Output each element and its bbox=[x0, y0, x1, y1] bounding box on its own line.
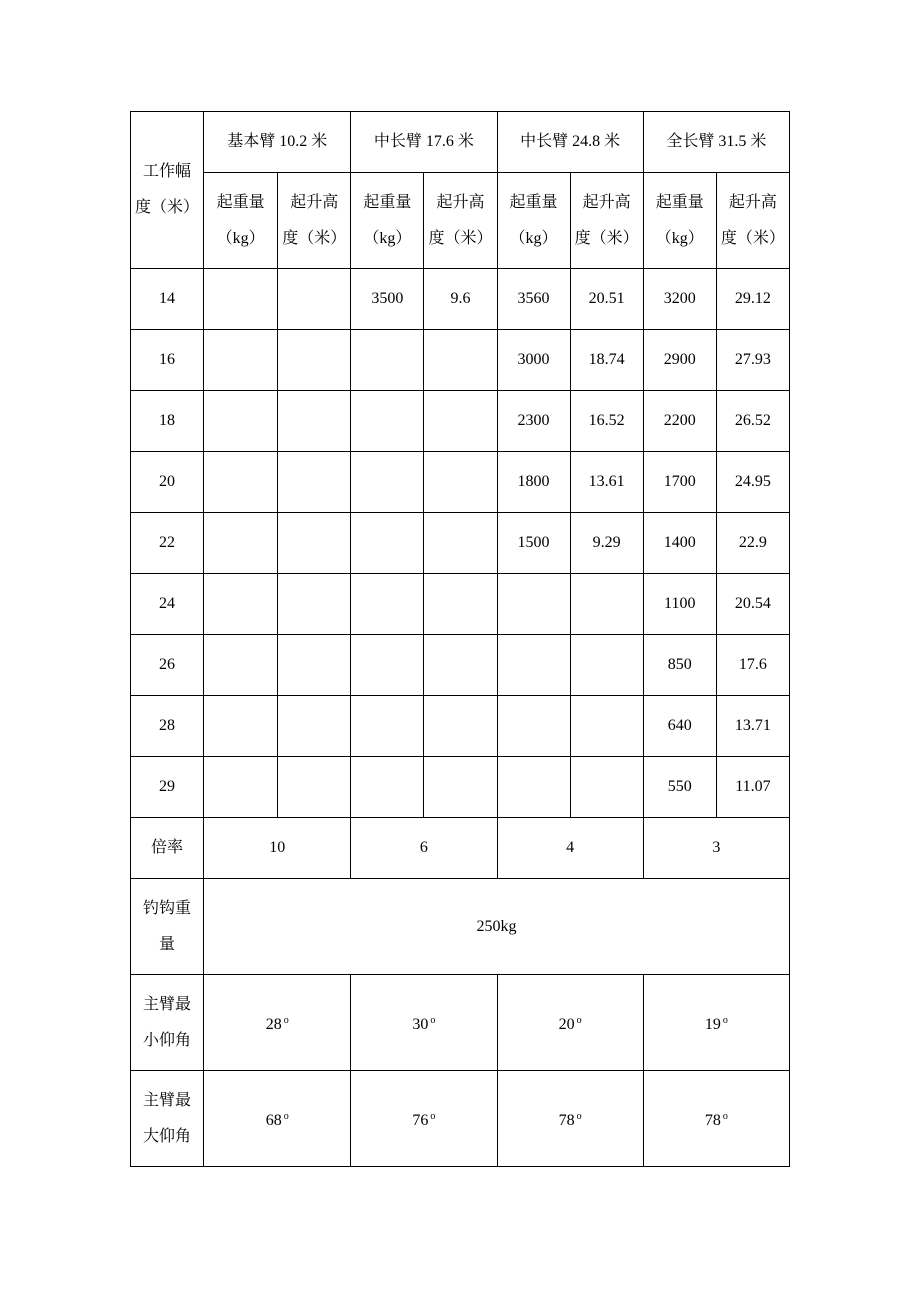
sub-header-height-line2: 度（米） bbox=[720, 229, 785, 247]
corner-line1: 工作幅 bbox=[143, 163, 192, 180]
height-cell: 27.93 bbox=[716, 330, 789, 391]
min-angle-num-1: 30 bbox=[412, 1015, 429, 1033]
height-cell bbox=[424, 635, 497, 696]
load-cell: 640 bbox=[643, 696, 716, 757]
sub-header-load-line1: 起重量 bbox=[655, 193, 704, 211]
table-row bbox=[131, 330, 790, 391]
load-cell bbox=[497, 574, 570, 635]
group-header-0: 基本臂 10.2 米 bbox=[204, 112, 351, 173]
max-angle-num-2: 78 bbox=[558, 1111, 575, 1129]
table-row bbox=[131, 513, 790, 574]
height-cell bbox=[570, 696, 643, 757]
height-cell bbox=[570, 574, 643, 635]
degree-mark: o bbox=[576, 1014, 582, 1026]
height-cell bbox=[424, 391, 497, 452]
min-angle-line1: 主臂最 bbox=[143, 995, 192, 1013]
sub-header-height-3 bbox=[716, 173, 789, 269]
load-cell: 1800 bbox=[497, 452, 570, 513]
degree-mark: o bbox=[430, 1110, 436, 1122]
hook-weight-label bbox=[131, 879, 204, 975]
load-cell bbox=[351, 757, 424, 818]
height-cell bbox=[278, 635, 351, 696]
height-cell bbox=[424, 574, 497, 635]
sub-header-load-line1: 起重量 bbox=[509, 193, 558, 211]
sub-header-load-line2: （kg） bbox=[363, 229, 412, 247]
height-cell: 20.51 bbox=[570, 269, 643, 330]
corner-line2: 度（米） bbox=[135, 199, 200, 216]
load-cell bbox=[204, 269, 278, 330]
sub-header-load-line1: 起重量 bbox=[363, 193, 412, 211]
max-angle-value-0 bbox=[204, 1071, 351, 1167]
load-cell bbox=[351, 452, 424, 513]
table-row bbox=[131, 757, 790, 818]
min-angle-value-1 bbox=[351, 975, 497, 1071]
height-cell bbox=[424, 513, 497, 574]
min-angle-num-0: 28 bbox=[265, 1015, 282, 1033]
sub-header-load-2 bbox=[497, 173, 570, 269]
load-cell: 2300 bbox=[497, 391, 570, 452]
height-cell: 18.74 bbox=[570, 330, 643, 391]
height-cell bbox=[570, 635, 643, 696]
hook-weight-value: 250kg bbox=[204, 879, 790, 975]
height-cell bbox=[278, 452, 351, 513]
max-angle-num-1: 76 bbox=[412, 1111, 429, 1129]
sub-header-height-line1: 起升高 bbox=[290, 193, 339, 211]
load-cell bbox=[204, 330, 278, 391]
height-cell: 13.61 bbox=[570, 452, 643, 513]
min-angle-row bbox=[131, 975, 790, 1071]
min-angle-num-2: 20 bbox=[558, 1015, 575, 1033]
height-cell: 9.6 bbox=[424, 269, 497, 330]
max-angle-label bbox=[131, 1071, 204, 1167]
height-cell bbox=[424, 757, 497, 818]
radius-cell: 18 bbox=[131, 391, 204, 452]
ratio-value-3: 3 bbox=[643, 818, 789, 879]
table-row bbox=[131, 269, 790, 330]
height-cell bbox=[278, 757, 351, 818]
load-cell bbox=[351, 330, 424, 391]
load-cell bbox=[204, 452, 278, 513]
table-row bbox=[131, 391, 790, 452]
height-cell bbox=[278, 269, 351, 330]
load-cell bbox=[204, 391, 278, 452]
hook-label-line2: 量 bbox=[159, 935, 176, 953]
height-cell bbox=[278, 330, 351, 391]
load-cell bbox=[204, 574, 278, 635]
radius-cell: 26 bbox=[131, 635, 204, 696]
sub-header-height-line1: 起升高 bbox=[582, 193, 631, 211]
height-cell bbox=[424, 452, 497, 513]
degree-mark: o bbox=[722, 1014, 728, 1026]
height-cell: 26.52 bbox=[716, 391, 789, 452]
load-cell: 1100 bbox=[643, 574, 716, 635]
load-cell bbox=[497, 635, 570, 696]
load-cell: 3000 bbox=[497, 330, 570, 391]
max-angle-row bbox=[131, 1071, 790, 1167]
crane-load-table bbox=[130, 111, 790, 1167]
max-angle-value-2 bbox=[497, 1071, 643, 1167]
load-cell bbox=[497, 757, 570, 818]
height-cell: 13.71 bbox=[716, 696, 789, 757]
sub-header-height-line2: 度（米） bbox=[282, 229, 347, 247]
max-angle-value-1 bbox=[351, 1071, 497, 1167]
table-row bbox=[131, 635, 790, 696]
load-cell: 1500 bbox=[497, 513, 570, 574]
height-cell: 20.54 bbox=[716, 574, 789, 635]
hook-label-line1: 钓钩重 bbox=[143, 899, 192, 917]
group-header-2: 中长臂 24.8 米 bbox=[497, 112, 643, 173]
hook-weight-row bbox=[131, 879, 790, 975]
min-angle-value-0 bbox=[204, 975, 351, 1071]
degree-mark: o bbox=[283, 1014, 289, 1026]
sub-header-load-3 bbox=[643, 173, 716, 269]
min-angle-value-3 bbox=[643, 975, 789, 1071]
height-cell: 29.12 bbox=[716, 269, 789, 330]
table-row bbox=[131, 696, 790, 757]
height-cell bbox=[570, 757, 643, 818]
load-cell bbox=[204, 696, 278, 757]
group-header-3: 全长臂 31.5 米 bbox=[643, 112, 789, 173]
sub-header-height-line2: 度（米） bbox=[428, 229, 493, 247]
load-cell bbox=[351, 635, 424, 696]
sub-header-load-line2: （kg） bbox=[216, 229, 265, 247]
height-cell: 22.9 bbox=[716, 513, 789, 574]
ratio-row bbox=[131, 818, 790, 879]
group-header-1: 中长臂 17.6 米 bbox=[351, 112, 497, 173]
load-cell: 3200 bbox=[643, 269, 716, 330]
table-body bbox=[131, 269, 790, 818]
sub-header-load-0 bbox=[204, 173, 278, 269]
height-cell bbox=[278, 513, 351, 574]
ratio-label: 倍率 bbox=[131, 818, 204, 879]
height-cell bbox=[424, 696, 497, 757]
height-cell bbox=[278, 574, 351, 635]
height-cell: 16.52 bbox=[570, 391, 643, 452]
load-cell: 2200 bbox=[643, 391, 716, 452]
height-cell: 17.6 bbox=[716, 635, 789, 696]
height-cell bbox=[424, 330, 497, 391]
height-cell bbox=[278, 391, 351, 452]
sub-header-load-line1: 起重量 bbox=[216, 193, 265, 211]
ratio-value-2: 4 bbox=[497, 818, 643, 879]
load-cell bbox=[497, 696, 570, 757]
table-row bbox=[131, 574, 790, 635]
load-cell: 3500 bbox=[351, 269, 424, 330]
load-cell: 2900 bbox=[643, 330, 716, 391]
sub-header-height-0 bbox=[278, 173, 351, 269]
radius-cell: 28 bbox=[131, 696, 204, 757]
corner-header bbox=[131, 112, 204, 269]
radius-cell: 22 bbox=[131, 513, 204, 574]
degree-mark: o bbox=[283, 1110, 289, 1122]
load-cell: 850 bbox=[643, 635, 716, 696]
load-cell bbox=[204, 513, 278, 574]
sub-header-load-line2: （kg） bbox=[655, 229, 704, 247]
max-angle-line2: 大仰角 bbox=[143, 1127, 192, 1145]
header-sub-row bbox=[131, 173, 790, 269]
table-row bbox=[131, 452, 790, 513]
radius-cell: 16 bbox=[131, 330, 204, 391]
load-cell: 1400 bbox=[643, 513, 716, 574]
load-cell bbox=[351, 513, 424, 574]
radius-cell: 29 bbox=[131, 757, 204, 818]
degree-mark: o bbox=[430, 1014, 436, 1026]
sub-header-height-line1: 起升高 bbox=[728, 193, 777, 211]
height-cell: 24.95 bbox=[716, 452, 789, 513]
max-angle-line1: 主臂最 bbox=[143, 1091, 192, 1109]
sub-header-load-1 bbox=[351, 173, 424, 269]
load-cell bbox=[351, 574, 424, 635]
load-cell bbox=[204, 635, 278, 696]
sub-header-height-line1: 起升高 bbox=[436, 193, 485, 211]
sub-header-height-1 bbox=[424, 173, 497, 269]
header-group-row bbox=[131, 112, 790, 173]
sub-header-load-line2: （kg） bbox=[509, 229, 558, 247]
ratio-value-1: 6 bbox=[351, 818, 497, 879]
ratio-value-0: 10 bbox=[204, 818, 351, 879]
height-cell: 9.29 bbox=[570, 513, 643, 574]
degree-mark: o bbox=[722, 1110, 728, 1122]
max-angle-num-3: 78 bbox=[704, 1111, 721, 1129]
min-angle-line2: 小仰角 bbox=[143, 1031, 192, 1049]
max-angle-num-0: 68 bbox=[265, 1111, 282, 1129]
height-cell: 11.07 bbox=[716, 757, 789, 818]
radius-cell: 24 bbox=[131, 574, 204, 635]
load-cell bbox=[351, 696, 424, 757]
load-cell: 550 bbox=[643, 757, 716, 818]
sub-header-height-2 bbox=[570, 173, 643, 269]
radius-cell: 14 bbox=[131, 269, 204, 330]
min-angle-label bbox=[131, 975, 204, 1071]
radius-cell: 20 bbox=[131, 452, 204, 513]
load-cell bbox=[351, 391, 424, 452]
load-cell bbox=[204, 757, 278, 818]
min-angle-value-2 bbox=[497, 975, 643, 1071]
max-angle-value-3 bbox=[643, 1071, 789, 1167]
height-cell bbox=[278, 696, 351, 757]
sub-header-height-line2: 度（米） bbox=[574, 229, 639, 247]
min-angle-num-3: 19 bbox=[704, 1015, 721, 1033]
degree-mark: o bbox=[576, 1110, 582, 1122]
load-cell: 1700 bbox=[643, 452, 716, 513]
load-cell: 3560 bbox=[497, 269, 570, 330]
